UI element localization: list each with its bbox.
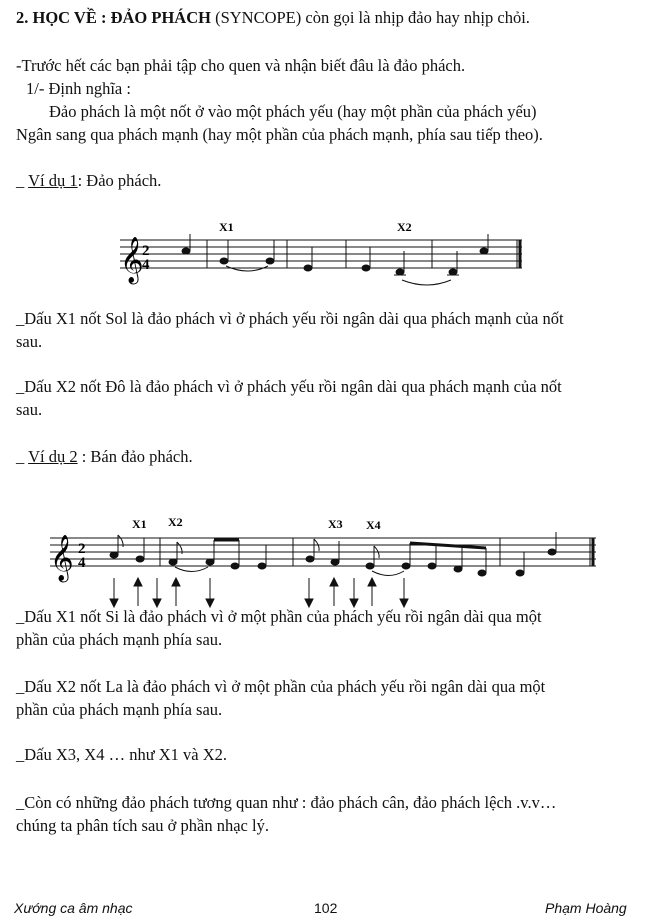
mark-x2: X2 [168, 515, 183, 529]
example-1-heading [16, 171, 161, 191]
heading-rest: (SYNCOPE) còn gọi là nhịp đảo hay nhịp chỏi. [210, 8, 530, 27]
mark-x2: X2 [397, 220, 412, 234]
x34-para: _Dấu X3, X4 … như X1 và X2. [16, 745, 228, 764]
note [231, 563, 239, 569]
note [258, 563, 266, 569]
example-2-label: Ví dụ 2 [28, 447, 78, 466]
note [480, 248, 488, 254]
arrow-down-icon [153, 599, 161, 607]
note [304, 265, 312, 271]
x2b-para-line-2: phần của phách mạnh phía sau. [16, 700, 223, 719]
tie [372, 571, 404, 576]
arrow-up-icon [172, 578, 180, 586]
x2b-para-line-1: _Dấu X2 nốt La là đảo phách vì ở một phần của phách yếu rồi ngân dài qua một [16, 677, 546, 696]
arrow-up-icon [368, 578, 376, 586]
other-para-line-2: chúng ta phân tích sau ở phần nhạc lý. [16, 816, 269, 835]
arrow-down-icon [305, 599, 313, 607]
intro-text: -Trước hết các bạn phải tập cho quen và nhận biết đâu là đảo phách. [16, 56, 466, 75]
note [206, 559, 214, 565]
arrow-down-icon [206, 599, 214, 607]
x2-para-line-1: _Dấu X2 nốt Đô là đảo phách vì ở phách yếu rồi ngân dài qua phách mạnh của nốt [16, 377, 562, 396]
footer-page-number: 102 [314, 900, 338, 916]
x2-para-line-2: sau. [16, 400, 43, 419]
arrow-down-icon [350, 599, 358, 607]
mark-x1: X1 [219, 220, 234, 234]
time-signature-bottom: 4 [142, 257, 150, 273]
note [331, 559, 339, 565]
x1-para-line-1: _Dấu X1 nốt Sol là đảo phách vì ở phách yếu rồi ngân dài qua phách mạnh của nốt [16, 309, 564, 328]
x1-para-line-2: sau. [16, 332, 43, 351]
example-1-text: : Đảo phách. [77, 171, 162, 190]
mark-x3: X3 [328, 517, 343, 531]
treble-clef-icon: 𝄞 [50, 535, 74, 580]
note [478, 570, 486, 576]
note [516, 570, 524, 576]
note [266, 258, 274, 264]
arrow-up-icon [134, 578, 142, 586]
example-1-label: Ví dụ 1 [28, 171, 78, 190]
treble-clef-icon: 𝄞 [120, 237, 144, 282]
note [182, 248, 190, 254]
tie [402, 280, 451, 285]
note [428, 563, 436, 569]
note [306, 556, 314, 562]
note [362, 265, 370, 271]
arrow-down-icon [400, 599, 408, 607]
tie [175, 567, 208, 572]
note [110, 552, 118, 558]
note [220, 258, 228, 264]
note [366, 563, 374, 569]
note [396, 269, 404, 275]
mark-x1: X1 [132, 517, 147, 531]
note [548, 549, 556, 555]
time-signature-top: 2 [142, 243, 150, 259]
example-2-text: : Bán đảo phách. [77, 447, 193, 466]
note [449, 269, 457, 275]
note [136, 556, 144, 562]
other-para-line-1: _Còn có những đảo phách tương quan như : đảo phách cân, đảo phách lệch .v.v… [16, 793, 557, 812]
example-2-heading [16, 447, 193, 467]
section-heading [16, 8, 530, 28]
music-staff-1 [0, 210, 653, 290]
example-1-prefix: _ [16, 171, 29, 190]
time-signature-top: 2 [78, 541, 86, 557]
definition-line-2: Ngân sang qua phách mạnh (hay một phần của phách mạnh, phía sau tiếp theo). [16, 125, 543, 144]
note [402, 563, 410, 569]
definition-label: 1/- Định nghĩa : [26, 79, 131, 98]
x1b-para-line-2: phần của phách mạnh phía sau. [16, 630, 223, 649]
footer-left: Xướng ca âm nhạc [14, 900, 133, 916]
example-2-prefix: _ [16, 447, 29, 466]
arrow-down-icon [110, 599, 118, 607]
heading-title: 2. HỌC VỀ : ĐẢO PHÁCH [16, 8, 211, 27]
time-signature-bottom: 4 [78, 555, 86, 571]
arrow-up-icon [330, 578, 338, 586]
note [454, 566, 462, 572]
music-staff-2 [0, 510, 653, 610]
x1b-para-line-1: _Dấu X1 nốt Si là đảo phách vì ở một phần của phách yếu rồi ngân dài qua một [16, 607, 542, 626]
note [169, 559, 177, 565]
mark-x4: X4 [366, 518, 381, 532]
footer-right: Phạm Hoàng [545, 900, 627, 916]
definition-line-1: Đảo phách là một nốt ở vào một phách yếu (hay một phần của phách yếu) [49, 102, 537, 121]
